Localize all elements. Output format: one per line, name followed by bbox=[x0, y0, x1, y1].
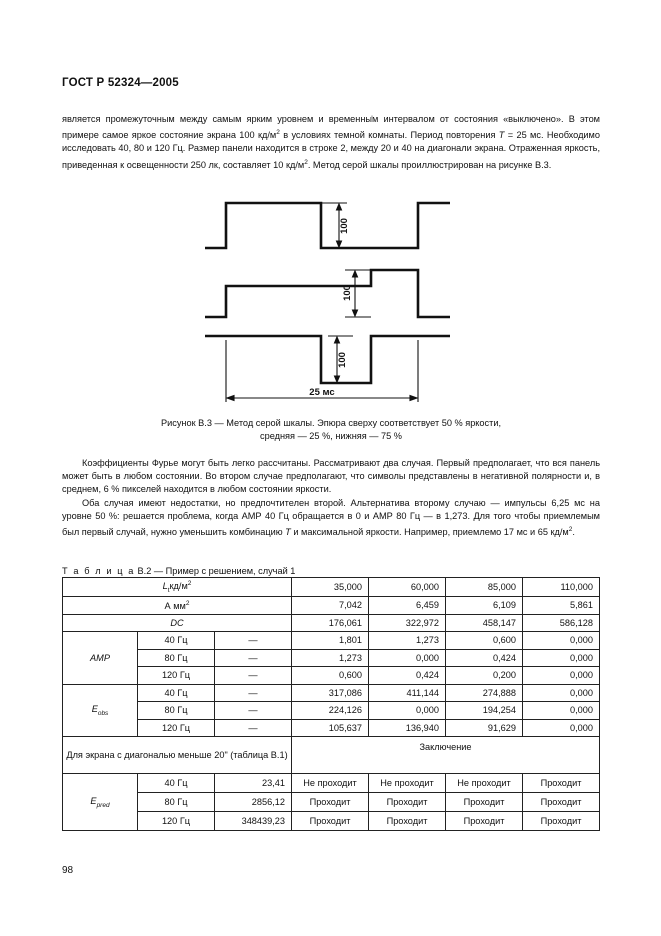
table-cell: 317,086 bbox=[292, 684, 369, 702]
table-row bbox=[63, 578, 600, 597]
amplitude-label-top: 100 bbox=[339, 218, 350, 234]
table-cell: 6,459 bbox=[369, 597, 446, 615]
amplitude-label-bottom: 100 bbox=[337, 352, 348, 368]
table-cell: Проходит bbox=[292, 812, 369, 831]
table-cell: Проходит bbox=[446, 812, 523, 831]
table-cell: — bbox=[215, 667, 292, 685]
table-cell: 7,042 bbox=[292, 597, 369, 615]
table-row bbox=[63, 667, 600, 685]
table-cell: 0,000 bbox=[369, 649, 446, 667]
table-cell: 0,600 bbox=[292, 667, 369, 685]
luminance-label: $L_tкд/м^2$ bbox=[63, 578, 292, 597]
table-cell: 458,147 bbox=[446, 614, 523, 632]
fourier-paragraph: Коэффициенты Фурье могут быть легко рассчитаны. Рассматривают два случая. Первый предполагает, что вся панель может быть в любом состоянии. Во втором случае предполагают, что символы представлены в негативной полярности и, в среднем, 6 % пикселей находится в любом состоянии яркости. Оба случая имеют недостатки, но предпочтителен второй. Альтернатива второму случаю — импульсы 6,25 мс на уровне 50 %: решается проблема, когда АМР 40 Гц обращается в 0 и АМР 80 Гц — в 1,273. Для того чтобы приемлемым был первый случай, нужно уменьшить комбинацию T и максимальной яркости. Например, приемлемо 17 мс и 65 $кд/м^2$. bbox=[62, 458, 600, 538]
table-cell: 194,254 bbox=[446, 702, 523, 720]
table-cell: Проходит bbox=[523, 774, 600, 793]
table-cell: — bbox=[215, 649, 292, 667]
table-row bbox=[63, 632, 600, 650]
table-row bbox=[63, 719, 600, 737]
table-cell: 85,000 bbox=[446, 578, 523, 597]
table-cell: Проходит bbox=[369, 812, 446, 831]
table-row bbox=[63, 597, 600, 615]
table-cell: 0,000 bbox=[369, 702, 446, 720]
waveform-75-percent bbox=[205, 336, 450, 383]
table-cell: 411,144 bbox=[369, 684, 446, 702]
gray-scale-figure bbox=[205, 200, 450, 411]
table-cell: 40 Гц bbox=[138, 632, 215, 650]
table-cell: 224,126 bbox=[292, 702, 369, 720]
page-number: 98 bbox=[62, 865, 74, 876]
table-cell: Проходит bbox=[369, 793, 446, 812]
table-cell: 1,273 bbox=[292, 649, 369, 667]
table-cell: 120 Гц bbox=[138, 719, 215, 737]
eobs-label: $E_{obs}$ bbox=[63, 684, 138, 737]
table-cell: 105,637 bbox=[292, 719, 369, 737]
amplitude-label-middle: 100 bbox=[342, 285, 353, 301]
table-row bbox=[63, 774, 600, 793]
table-cell: 80 Гц bbox=[138, 649, 215, 667]
table-cell: 120 Гц bbox=[138, 812, 215, 831]
table-cell: 0,000 bbox=[523, 684, 600, 702]
table-cell: Проходит bbox=[292, 793, 369, 812]
table-row bbox=[63, 793, 600, 812]
table-cell: Проходит bbox=[523, 793, 600, 812]
table-cell: 120 Гц bbox=[138, 667, 215, 685]
table-cell: Не проходит bbox=[292, 774, 369, 793]
diagonal-condition: Для экрана с диагональю меньше 20" (таблица В.1) bbox=[63, 737, 292, 774]
table-row bbox=[63, 614, 600, 632]
table-cell: 23,41 bbox=[215, 774, 292, 793]
table-cell: 0,000 bbox=[523, 649, 600, 667]
waveform-50-percent bbox=[205, 203, 450, 248]
amp-label: AMP bbox=[63, 632, 138, 685]
table-cell: 40 Гц bbox=[138, 684, 215, 702]
table-row bbox=[63, 702, 600, 720]
table-cell: 35,000 bbox=[292, 578, 369, 597]
table-cell: Проходит bbox=[523, 812, 600, 831]
table-cell: 80 Гц bbox=[138, 793, 215, 812]
table-cell: 1,801 bbox=[292, 632, 369, 650]
table-cell: 0,424 bbox=[446, 649, 523, 667]
table-cell: 40 Гц bbox=[138, 774, 215, 793]
table-cell: 60,000 bbox=[369, 578, 446, 597]
table-cell: 0,000 bbox=[523, 702, 600, 720]
table-cell: 0,000 bbox=[523, 667, 600, 685]
table-cell: 91,629 bbox=[446, 719, 523, 737]
table-cell: 5,861 bbox=[523, 597, 600, 615]
table-cell: — bbox=[215, 684, 292, 702]
table-row bbox=[63, 812, 600, 831]
conclusion-header: Заключение bbox=[292, 737, 600, 774]
table-cell: Не проходит bbox=[446, 774, 523, 793]
table-cell: 322,972 bbox=[369, 614, 446, 632]
table-cell: Не проходит bbox=[369, 774, 446, 793]
table-cell: 274,888 bbox=[446, 684, 523, 702]
table-cell: 1,273 bbox=[369, 632, 446, 650]
intro-paragraph: является промежуточным между самым ярким уровнем и временны̍м интервалом от состояния «выключено». В этом примере самое яркое состояние экрана 100 $кд/м^2$ в условиях темной комнаты. Период повторения T = 25 мс. Необходимо исследовать 40, 80 и 120 Гц. Размер панели находится в строке 2, между 20 и 40 на диагонали экрана. Отраженная яркость, приведенная к освещенности 250 лк, составляет 10 $кд/м^2$. Метод серой шкалы проиллюстрирован на рисунке В.3. bbox=[62, 114, 600, 170]
table-cell: — bbox=[215, 632, 292, 650]
table-cell: 348439,23 bbox=[215, 812, 292, 831]
table-cell: 586,128 bbox=[523, 614, 600, 632]
dc-label: DC bbox=[63, 614, 292, 632]
table-cell: 0,000 bbox=[523, 719, 600, 737]
table-cell: 0,600 bbox=[446, 632, 523, 650]
area-label: А $мм^2$ bbox=[63, 597, 292, 615]
table-cell: Проходит bbox=[446, 793, 523, 812]
epred-label: $E_{pred}$ bbox=[63, 774, 138, 831]
period-label: 25 мс bbox=[309, 387, 335, 398]
table-cell: 176,061 bbox=[292, 614, 369, 632]
table-cell: 0,000 bbox=[523, 632, 600, 650]
table-caption: Т а б л и ц а В.2 — Пример с решением, случай 1 bbox=[62, 566, 296, 576]
waveform-25-percent bbox=[205, 270, 450, 317]
table-cell: 0,200 bbox=[446, 667, 523, 685]
table-cell: 2856,12 bbox=[215, 793, 292, 812]
table-cell: 110,000 bbox=[523, 578, 600, 597]
table-row bbox=[63, 649, 600, 667]
table-row bbox=[63, 737, 600, 774]
table-cell: — bbox=[215, 702, 292, 720]
figure-caption: Рисунок В.3 — Метод серой шкалы. Эпюра сверху соответствует 50 % яркости, средняя — 25 %, нижняя — 75 % bbox=[160, 418, 502, 441]
document-header: ГОСТ Р 52324—2005 bbox=[62, 77, 179, 89]
table-cell: 0,424 bbox=[369, 667, 446, 685]
table-row bbox=[63, 684, 600, 702]
table-cell: — bbox=[215, 719, 292, 737]
solution-table bbox=[62, 577, 600, 831]
table-cell: 80 Гц bbox=[138, 702, 215, 720]
table-cell: 6,109 bbox=[446, 597, 523, 615]
table-cell: 136,940 bbox=[369, 719, 446, 737]
